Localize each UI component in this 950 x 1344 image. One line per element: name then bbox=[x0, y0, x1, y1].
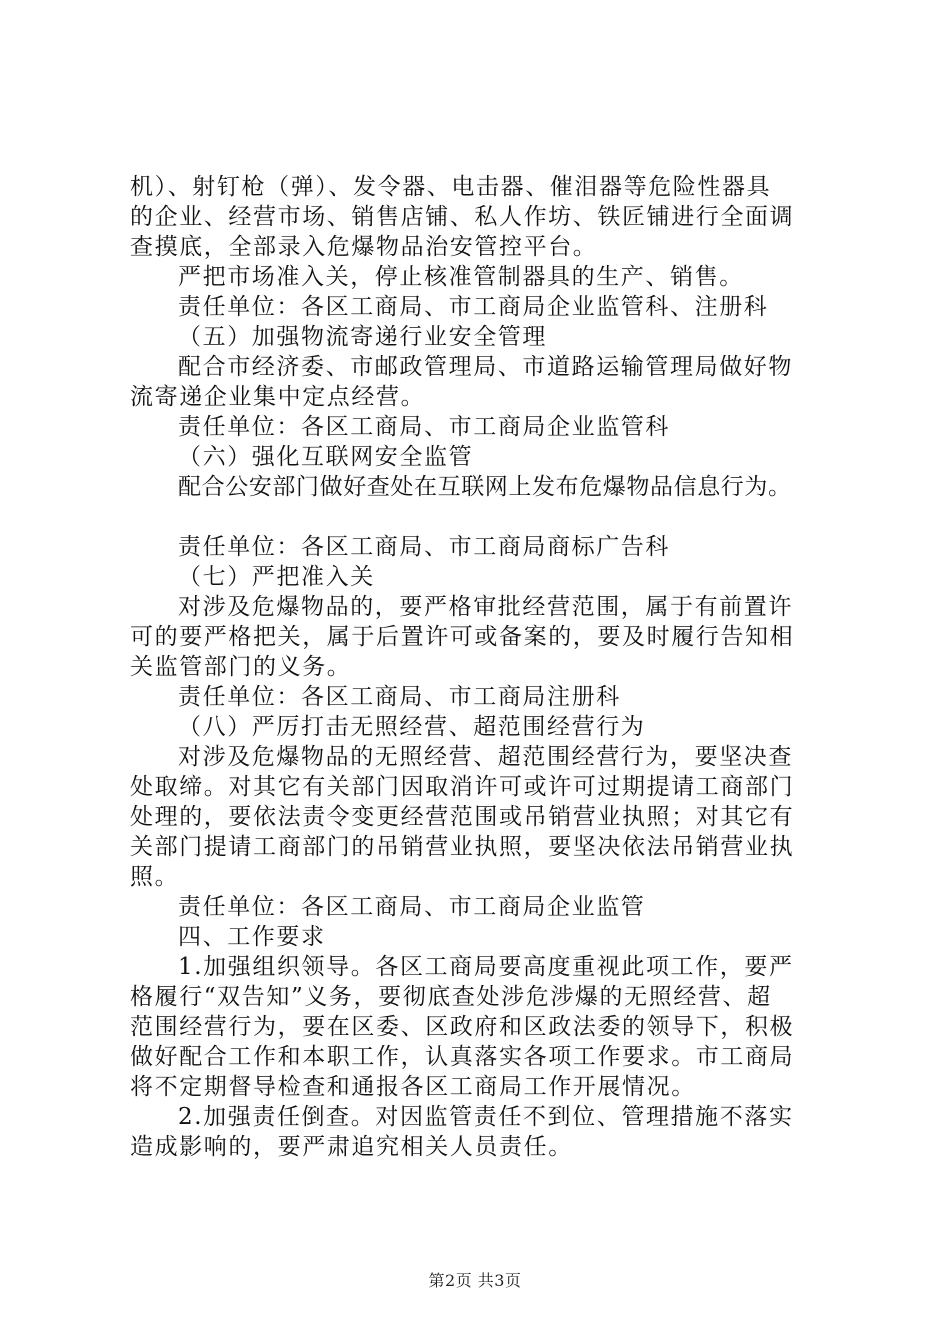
responsibility-line: 责任单位：各区工商局、市工商局企业监管 bbox=[178, 894, 646, 920]
document-body bbox=[130, 172, 845, 1162]
body-line: 配合市经济委、市邮政管理局、市道路运输管理局做好物 bbox=[178, 354, 793, 380]
body-line: 机）、射钉枪（弹）、发令器、电击器、催泪器等危险性器具 bbox=[130, 174, 772, 200]
body-line: 将不定期督导检查和通报各区工商局工作开展情况。 bbox=[130, 1074, 696, 1100]
body-line: 对涉及危爆物品的，要严格审批经营范围，属于有前置许 bbox=[178, 594, 793, 620]
body-line: 范围经营行为，要在区委、区政府和区政法委的领导下，积极 bbox=[130, 1014, 795, 1040]
body-line: 严把市场准入关，停止核准管制器具的生产、销售。 bbox=[178, 264, 744, 290]
body-line: 配合公安部门做好查处在互联网上发布危爆物品信息行为。 bbox=[178, 474, 792, 500]
body-line: 的企业、经营市场、销售店铺、私人作坊、铁匠铺进行全面调 bbox=[130, 204, 795, 230]
body-line: 照。 bbox=[130, 864, 180, 890]
body-line: 1.加强组织领导。各区工商局要高度重视此项工作，要严 bbox=[178, 954, 794, 980]
section-heading: （八）严厉打击无照经营、超范围经营行为 bbox=[178, 714, 646, 740]
body-line: 格履行“双告知”义务，要彻底查处涉危涉爆的无照经营、超 bbox=[130, 984, 772, 1010]
body-line: 对涉及危爆物品的无照经营、超范围经营行为，要坚决查 bbox=[178, 744, 793, 770]
body-line: 处取缔。对其它有关部门因取消许可或许可过期提请工商部门 bbox=[130, 774, 795, 800]
body-line: 可的要严格把关，属于后置许可或备案的，要及时履行告知相 bbox=[130, 624, 795, 650]
body-line: 流寄递企业集中定点经营。 bbox=[130, 384, 426, 410]
responsibility-line: 责任单位：各区工商局、市工商局企业监管科 bbox=[178, 414, 670, 440]
body-line: 关监管部门的义务。 bbox=[130, 654, 352, 680]
section-heading: （六）强化互联网安全监管 bbox=[178, 444, 474, 470]
body-line: 关部门提请工商部门的吊销营业执照，要坚决依法吊销营业执 bbox=[130, 834, 795, 860]
responsibility-line: 责任单位：各区工商局、市工商局注册科 bbox=[178, 684, 621, 710]
body-line: 查摸底，全部录入危爆物品治安管控平台。 bbox=[130, 234, 598, 260]
body-line: 2.加强责任倒查。对因监管责任不到位、管理措施不落实 bbox=[178, 1104, 794, 1130]
section-heading: （七）严把准入关 bbox=[178, 564, 375, 590]
section-heading: 四、工作要求 bbox=[178, 924, 326, 950]
page-number-footer: 第2页 共3页 bbox=[428, 1271, 522, 1290]
section-heading: （五）加强物流寄递行业安全管理 bbox=[178, 324, 547, 350]
responsibility-line: 责任单位：各区工商局、市工商局商标广告科 bbox=[178, 534, 670, 560]
responsibility-line: 责任单位：各区工商局、市工商局企业监管科、注册科 bbox=[178, 294, 769, 320]
blank-line bbox=[130, 502, 845, 532]
body-line: 处理的，要依法责令变更经营范围或吊销营业执照；对其它有 bbox=[130, 804, 795, 830]
body-line: 造成影响的，要严肃追究相关人员责任。 bbox=[130, 1134, 573, 1160]
body-line: 做好配合工作和本职工作，认真落实各项工作要求。市工商局 bbox=[130, 1044, 795, 1070]
